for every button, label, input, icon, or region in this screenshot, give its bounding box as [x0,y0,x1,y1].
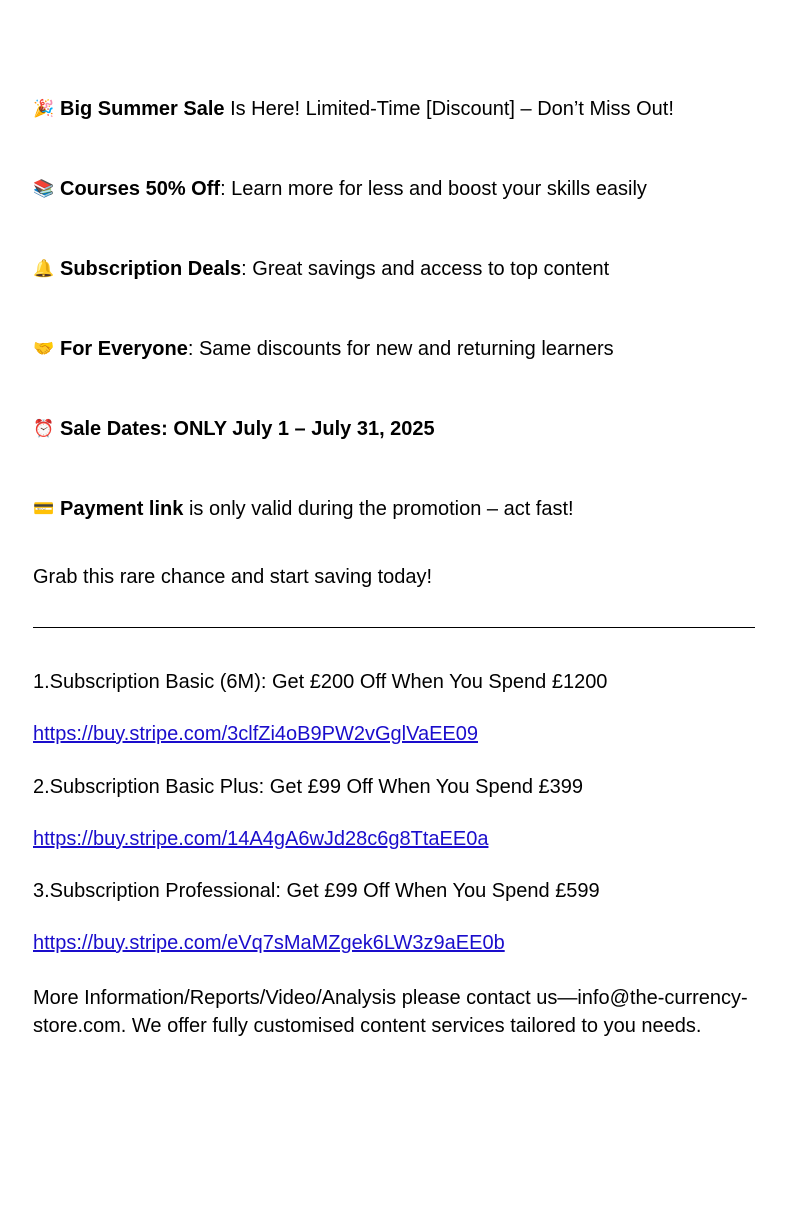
credit-card-icon: 💳 [33,499,55,519]
call-to-action-text: Grab this rare chance and start saving today! [33,566,433,588]
bullet-bold-text: Big Summer Sale [60,98,225,120]
offer-title-basic: 1.Subscription Basic (6M): Get £200 Off When You Spend £1200 [33,671,608,693]
offer-title-professional: 3.Subscription Professional: Get £99 Off When You Spend £599 [33,880,600,902]
divider-line [33,627,755,628]
footer-contact-text: More Information/Reports/Video/Analysis please contact us—info@the-currency-store.com. We offer fully customised content services tailored to you needs. [33,987,748,1037]
bullet-bold-text: Sale Dates: ONLY July 1 – July 31, 2025 [60,418,435,440]
offer-link-basic-plus[interactable]: https://buy.stripe.com/14A4gA6wJd28c6g8TtaEE0a [33,828,489,850]
bullet-sale-dates [33,417,435,441]
bullet-bold-text: For Everyone [60,338,188,360]
bullet-subscription-deals [33,257,609,281]
bullet-summer-sale [33,97,674,121]
bullet-for-everyone [33,337,614,361]
offer-link-basic-plus-wrapper [33,827,488,851]
party-popper-icon: 🎉 [33,99,55,119]
bullet-text: : Great savings and access to top content [241,258,610,280]
offer-title-basic-plus: 2.Subscription Basic Plus: Get £99 Off When You Spend £399 [33,776,583,798]
alarm-clock-icon: ⏰ [33,419,55,439]
books-icon: 📚 [33,179,55,199]
bullet-text: : Learn more for less and boost your skills easily [220,178,647,200]
bullet-courses-off [33,177,647,201]
bullet-text: : Same discounts for new and returning learners [187,338,614,360]
bullet-bold-text: Courses 50% Off [60,178,221,200]
offer-link-professional-wrapper [33,931,505,955]
offer-link-basic-wrapper [33,722,478,746]
bullet-payment-link [33,497,574,521]
handshake-icon: 🤝 [33,339,55,359]
bullet-text: is only valid during the promotion – act fast! [183,498,574,520]
bullet-bold-text: Subscription Deals [60,258,242,280]
bullet-bold-text: Payment link [60,498,184,520]
offer-link-professional[interactable]: https://buy.stripe.com/eVq7sMaMZgek6LW3z9aEE0b [33,932,505,954]
offer-link-basic[interactable]: https://buy.stripe.com/3clfZi4oB9PW2vGglVaEE09 [33,723,479,745]
bell-icon: 🔔 [33,259,55,279]
bullet-text: Is Here! Limited-Time [Discount] – Don’t Miss Out! [224,98,674,120]
